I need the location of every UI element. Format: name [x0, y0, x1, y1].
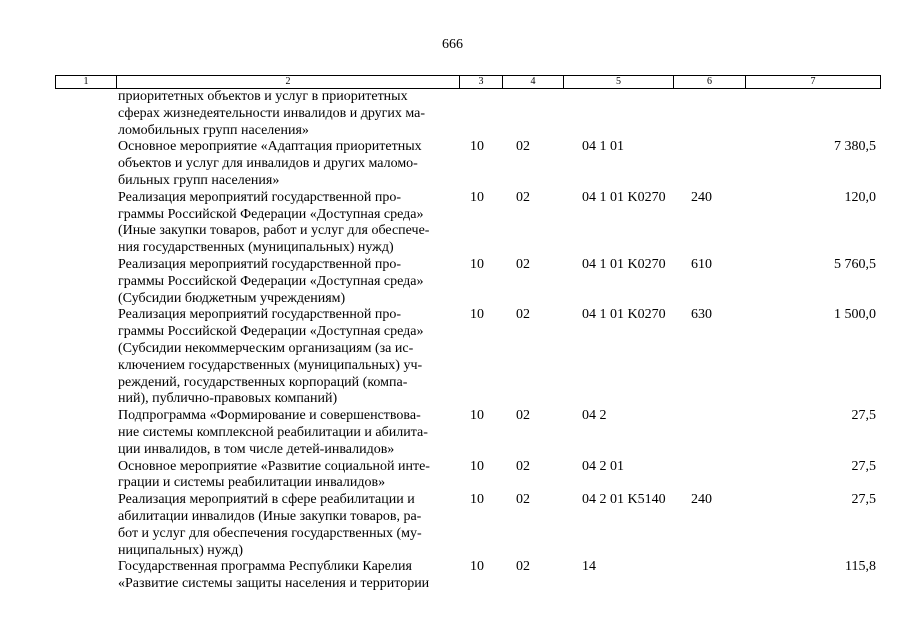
target-article-code: 04 1 01 K0270 [582, 256, 666, 272]
description-line: объектов и услуг для инвалидов и других маломо- [118, 156, 418, 172]
row-description [118, 257, 463, 307]
target-article-code: 14 [582, 559, 596, 575]
budget-table-body [118, 89, 888, 593]
description-line: ния государственных (муниципальных) нужд) [118, 240, 394, 256]
table-row [118, 492, 888, 559]
description-line: сферах жизнедеятельности инвалидов и других ма- [118, 105, 426, 121]
description-line: Основное мероприятие «Адаптация приоритетных [118, 139, 422, 155]
description-line: ние системы комплексной реабилитации и абилита- [118, 424, 428, 440]
subsection-code: 02 [516, 492, 530, 508]
description-line: граммы Российской Федерации «Доступная среда» [118, 273, 424, 289]
section-code: 10 [470, 492, 484, 508]
amount: 27,5 [851, 458, 876, 474]
expense-type-code: 630 [691, 307, 712, 323]
row-description [118, 559, 463, 593]
column-header-5: 5 [564, 76, 674, 89]
row-description [118, 459, 463, 493]
description-line: ниципальных) нужд) [118, 542, 243, 558]
description-line: реждений, государственных корпораций (компа- [118, 374, 408, 390]
amount: 27,5 [851, 492, 876, 508]
row-description [118, 89, 463, 139]
table-row [118, 459, 888, 493]
column-header-4: 4 [503, 76, 564, 89]
description-line: приоритетных объектов и услуг в приоритетных [118, 89, 408, 104]
expense-type-code: 610 [691, 256, 712, 272]
description-line: ключением государственных (муниципальных) уч- [118, 357, 423, 373]
column-header-2: 2 [117, 76, 460, 89]
description-line: (Иные закупки товаров, работ и услуг для обеспече- [118, 223, 430, 239]
row-description [118, 307, 463, 408]
expense-type-code: 240 [691, 492, 712, 508]
description-line: (Субсидии бюджетным учреждениям) [118, 290, 346, 306]
description-line: (Субсидии некоммерческим организациям (за ис- [118, 340, 414, 356]
subsection-code: 02 [516, 307, 530, 323]
column-number-header [55, 75, 881, 89]
subsection-code: 02 [516, 256, 530, 272]
description-line: граммы Российской Федерации «Доступная среда» [118, 324, 424, 340]
table-row [118, 408, 888, 458]
description-line: бот и услуг для обеспечения государственных (му- [118, 525, 422, 541]
expense-type-code: 240 [691, 189, 712, 205]
description-line: ний), публично-правовых компаний) [118, 391, 338, 407]
description-line: Основное мероприятие «Развитие социальной инте- [118, 458, 430, 474]
subsection-code: 02 [516, 189, 530, 205]
subsection-code: 02 [516, 458, 530, 474]
section-code: 10 [470, 408, 484, 424]
table-row [118, 307, 888, 408]
amount: 5 760,5 [834, 256, 876, 272]
row-description [118, 492, 463, 559]
amount: 1 500,0 [834, 307, 876, 323]
description-line: абилитации инвалидов (Иные закупки товаров, ра- [118, 508, 422, 524]
table-row [118, 257, 888, 307]
target-article-code: 04 1 01 K0270 [582, 307, 666, 323]
description-line: ции инвалидов, в том числе детей-инвалидов» [118, 441, 395, 457]
row-description [118, 190, 463, 257]
table-row [118, 89, 888, 139]
section-code: 10 [470, 256, 484, 272]
column-header-3: 3 [460, 76, 503, 89]
page-number: 666 [442, 37, 463, 52]
column-header-6: 6 [674, 76, 746, 89]
table-row [118, 559, 888, 593]
row-description [118, 139, 463, 189]
description-line: Подпрограмма «Формирование и совершенствова- [118, 408, 421, 424]
row-description [118, 408, 463, 458]
section-code: 10 [470, 139, 484, 155]
subsection-code: 02 [516, 408, 530, 424]
description-line: Реализация мероприятий государственной про- [118, 189, 402, 205]
section-code: 10 [470, 559, 484, 575]
description-line: бильных групп населения» [118, 172, 280, 188]
table-row [118, 190, 888, 257]
target-article-code: 04 1 01 K0270 [582, 189, 666, 205]
section-code: 10 [470, 307, 484, 323]
description-line: Реализация мероприятий государственной про- [118, 307, 402, 323]
subsection-code: 02 [516, 559, 530, 575]
description-line: Реализация мероприятий государственной про- [118, 256, 402, 272]
section-code: 10 [470, 189, 484, 205]
column-header-1: 1 [56, 76, 117, 89]
column-header-7: 7 [746, 76, 881, 89]
subsection-code: 02 [516, 139, 530, 155]
description-line: Реализация мероприятий в сфере реабилитации и [118, 492, 415, 508]
amount: 7 380,5 [834, 139, 876, 155]
amount: 120,0 [844, 189, 876, 205]
description-line: Государственная программа Республики Карелия [118, 559, 412, 575]
table-row [118, 139, 888, 189]
section-code: 10 [470, 458, 484, 474]
description-line: граммы Российской Федерации «Доступная среда» [118, 206, 424, 222]
target-article-code: 04 2 [582, 408, 607, 424]
description-line: «Развитие системы защиты населения и территории [118, 576, 430, 592]
description-line: грации и системы реабилитации инвалидов» [118, 475, 386, 491]
description-line: ломобильных групп населения» [118, 122, 309, 138]
amount: 115,8 [845, 559, 876, 575]
target-article-code: 04 2 01 [582, 458, 624, 474]
target-article-code: 04 2 01 K5140 [582, 492, 666, 508]
target-article-code: 04 1 01 [582, 139, 624, 155]
amount: 27,5 [851, 408, 876, 424]
